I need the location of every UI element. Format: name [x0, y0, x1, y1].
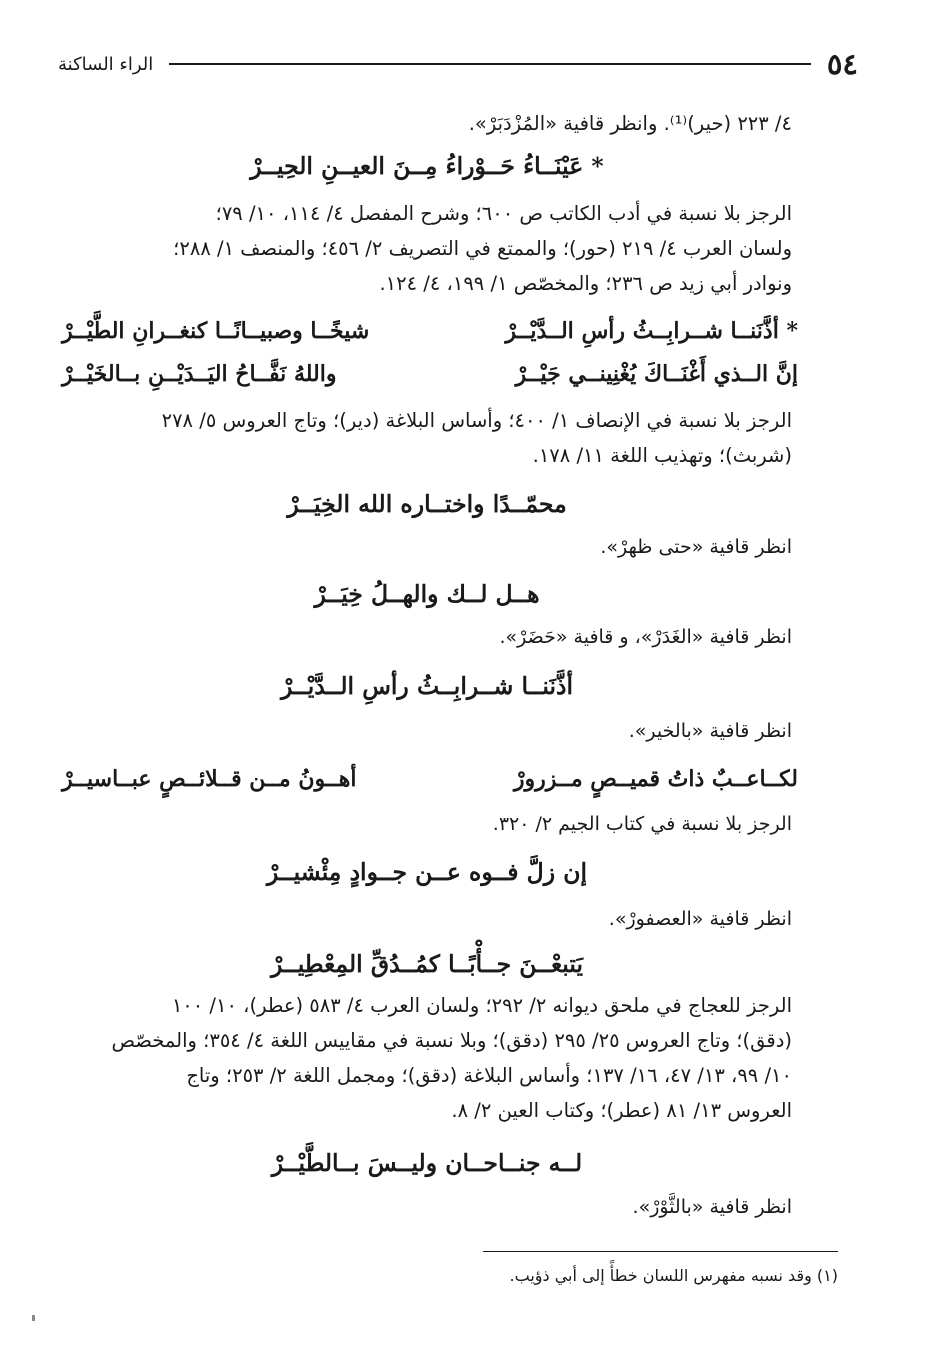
see-also-note: انظر قافية «حتى ظهرْ». — [600, 536, 792, 558]
verse-couplet — [62, 318, 798, 344]
reference-line: ١٠/ ٩٩، ١٣/ ٤٧، ١٦/ ١٣٧؛ وأساس البلاغة (دقق)؛ ومجمل اللغة ٢/ ٢٥٣؛ وتاج — [186, 1064, 792, 1087]
reference-line: ولسان العرب ٤/ ٢١٩ (حور)؛ والممتع في التصريف ٢/ ٤٥٦؛ والمنصف ١/ ٢٨٨؛ — [173, 237, 792, 260]
footnote-rule — [483, 1251, 838, 1252]
see-also-note: انظر قافية «بالثَّوْرْ». — [632, 1196, 792, 1218]
reference-line: (دقق)؛ وتاج العروس ٢٥/ ٢٩٥ (دقق)؛ وبلا نسبة في مقاييس اللغة ٤/ ٣٥٤؛ والمخصّص — [111, 1029, 792, 1052]
verse-couplet — [62, 361, 798, 387]
verse-line: أذَّنَنــا شــرابِــثُ رأسِ الــدَّيْــرْ — [280, 672, 574, 700]
reference-line: (شربث)؛ وتهذيب اللغة ١١/ ١٧٨. — [532, 444, 792, 467]
verse-line: لــه جنــاحــان وليــسَ بــالطَّيْــرْ — [271, 1149, 583, 1177]
hemistich-second: أهــونُ مــن قــلائــصٍ عبــاسيــرْ — [62, 766, 357, 792]
verse-line: هــل لــك والهــلُ خِيَــرْ — [314, 580, 540, 608]
reference-line: الرجز بلا نسبة في الإنصاف ١/ ٤٠٠؛ وأساس البلاغة (دير)؛ وتاج العروس ٥/ ٢٧٨ — [161, 409, 792, 432]
verse-line: محمّــدًا واختــاره الله الخِيَــرْ — [287, 490, 567, 518]
header-rule — [169, 63, 811, 65]
footnote: (١) وقد نسبه مفهرس اللسان خطأً إلى أبي ذؤيب. — [509, 1266, 838, 1285]
reference-line: ونوادر أبي زيد ص ٢٣٦؛ والمخصّص ١/ ١٩٩، ٤/ ١٢٤. — [379, 272, 792, 295]
verse-line: إن زلَّ فــوه عــن جــوادٍ مِئْشيــرْ — [266, 858, 588, 886]
hemistich-first: * أذَّنَنــا شــرابِــثُ رأسِ الــدَّيْــرْ — [505, 318, 798, 344]
hemistich-first: لكــاعــبٌ ذاتُ قميــصٍ مــزرورْ — [513, 766, 798, 792]
page-header — [58, 44, 858, 84]
reference-line: الرجز للعجاج في ملحق ديوانه ٢/ ٢٩٢؛ ولسان العرب ٤/ ٥٨٣ (عطر)، ١٠/ ١٠٠ — [171, 994, 792, 1017]
see-also-note: الرجز بلا نسبة في كتاب الجيم ٢/ ٣٢٠. — [492, 813, 792, 835]
reference-line: الرجز بلا نسبة في أدب الكاتب ص ٦٠٠؛ وشرح المفصل ٤/ ١١٤، ١٠/ ٧٩؛ — [215, 202, 792, 225]
see-also-note: انظر قافية «بالخير». — [628, 720, 792, 742]
verse-line: * عَيْنَــاءُ حَــوْراءُ مِــنَ العيــنِ الحِيــرْ — [250, 152, 604, 180]
hemistich-second: شيخًــا وصبيــانًــا كنغــرانِ الطَّيْــرْ — [62, 318, 370, 344]
running-title: الراء الساكنة — [58, 53, 154, 75]
verse-couplet — [62, 766, 798, 792]
see-also-note: انظر قافية «الغَدَرْ»، و قافية «حَضَرْ». — [499, 626, 792, 648]
scan-mark — [32, 1315, 35, 1321]
reference-line: ٤/ ٢٢٣ (حير)⁽¹⁾. وانظر قافية «المُزْدَبَرْ». — [468, 112, 792, 135]
hemistich-second: واللهُ نَفَّــاحُ اليَــدَيْــنِ بــالخَيْــرْ — [62, 361, 337, 387]
page-number: ٥٤ — [826, 47, 858, 81]
reference-line: العروس ١٣/ ٨١ (عطر)؛ وكتاب العين ٢/ ٨. — [451, 1099, 792, 1122]
hemistich-first: إنَّ الــذي أَغْنَــاكَ يُغْنِينــي جَيْــرْ — [515, 361, 798, 387]
verse-line: يَتبعْــنَ جــأْبًــا كمُــدُقِّ المِعْطِيــرْ — [270, 950, 584, 978]
see-also-note: انظر قافية «العصفورْ». — [608, 908, 792, 930]
